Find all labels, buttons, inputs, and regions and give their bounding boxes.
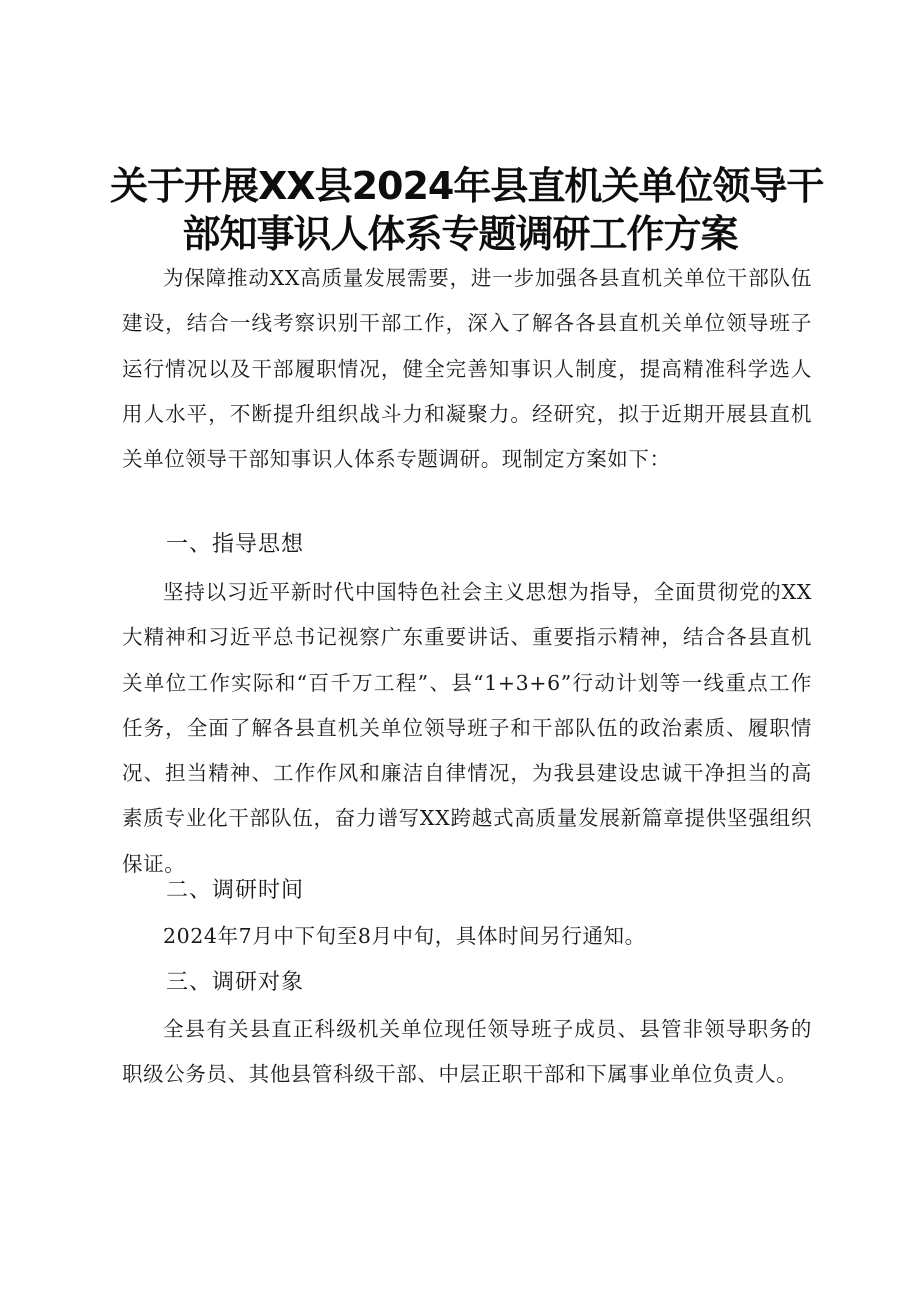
section-heading-research-targets: 三、调研对象 — [166, 970, 305, 995]
intro-paragraph: 为保障推动XX高质量发展需要，进一步加强各县直机关单位干部队伍建设，结合一线考察识别干部工作，深入了解各各县直机关单位领导班子运行情况以及干部履职情况，健全完善知事识人制度，提高精准科学选人用人水平，不断提升组织战斗力和凝聚力。经研究，拟于近期开展县直机关单位领导干部知事识人体系专题调研。现制定方案如下： — [122, 266, 812, 472]
section-heading-research-time: 二、调研时间 — [166, 878, 305, 903]
section-body-research-time: 2024年7月中下旬至8月中旬，具体时间另行通知。 — [163, 924, 646, 948]
document-title-line-2: 部知事识人体系专题调研工作方案 — [182, 212, 738, 256]
section-body-research-targets: 全县有关县直正科级机关单位现任领导班子成员、县管非领导职务的职级公务员、其他县管科级干部、中层正职干部和下属事业单位负责人。 — [122, 1017, 812, 1087]
section-heading-guiding-ideology: 一、指导思想 — [166, 532, 305, 557]
section-body-guiding-ideology: 坚持以习近平新时代中国特色社会主义思想为指导，全面贯彻党的XX大精神和习近平总书记视察广东重要讲话、重要指示精神，结合各县直机关单位工作实际和“百千万工程”、县“1+3+6”行动计划等一线重点工作任务，全面了解各县直机关单位领导班子和干部队伍的政治素质、履职情况、担当精神、工作作风和廉洁自律情况，为我县建设忠诚干净担当的高素质专业化干部队伍，奋力谱写XX跨越式高质量发展新篇章提供坚强组织保证。 — [122, 580, 812, 876]
document-title-line-1: 关于开展XX县2024年县直机关单位领导干 — [110, 164, 824, 208]
